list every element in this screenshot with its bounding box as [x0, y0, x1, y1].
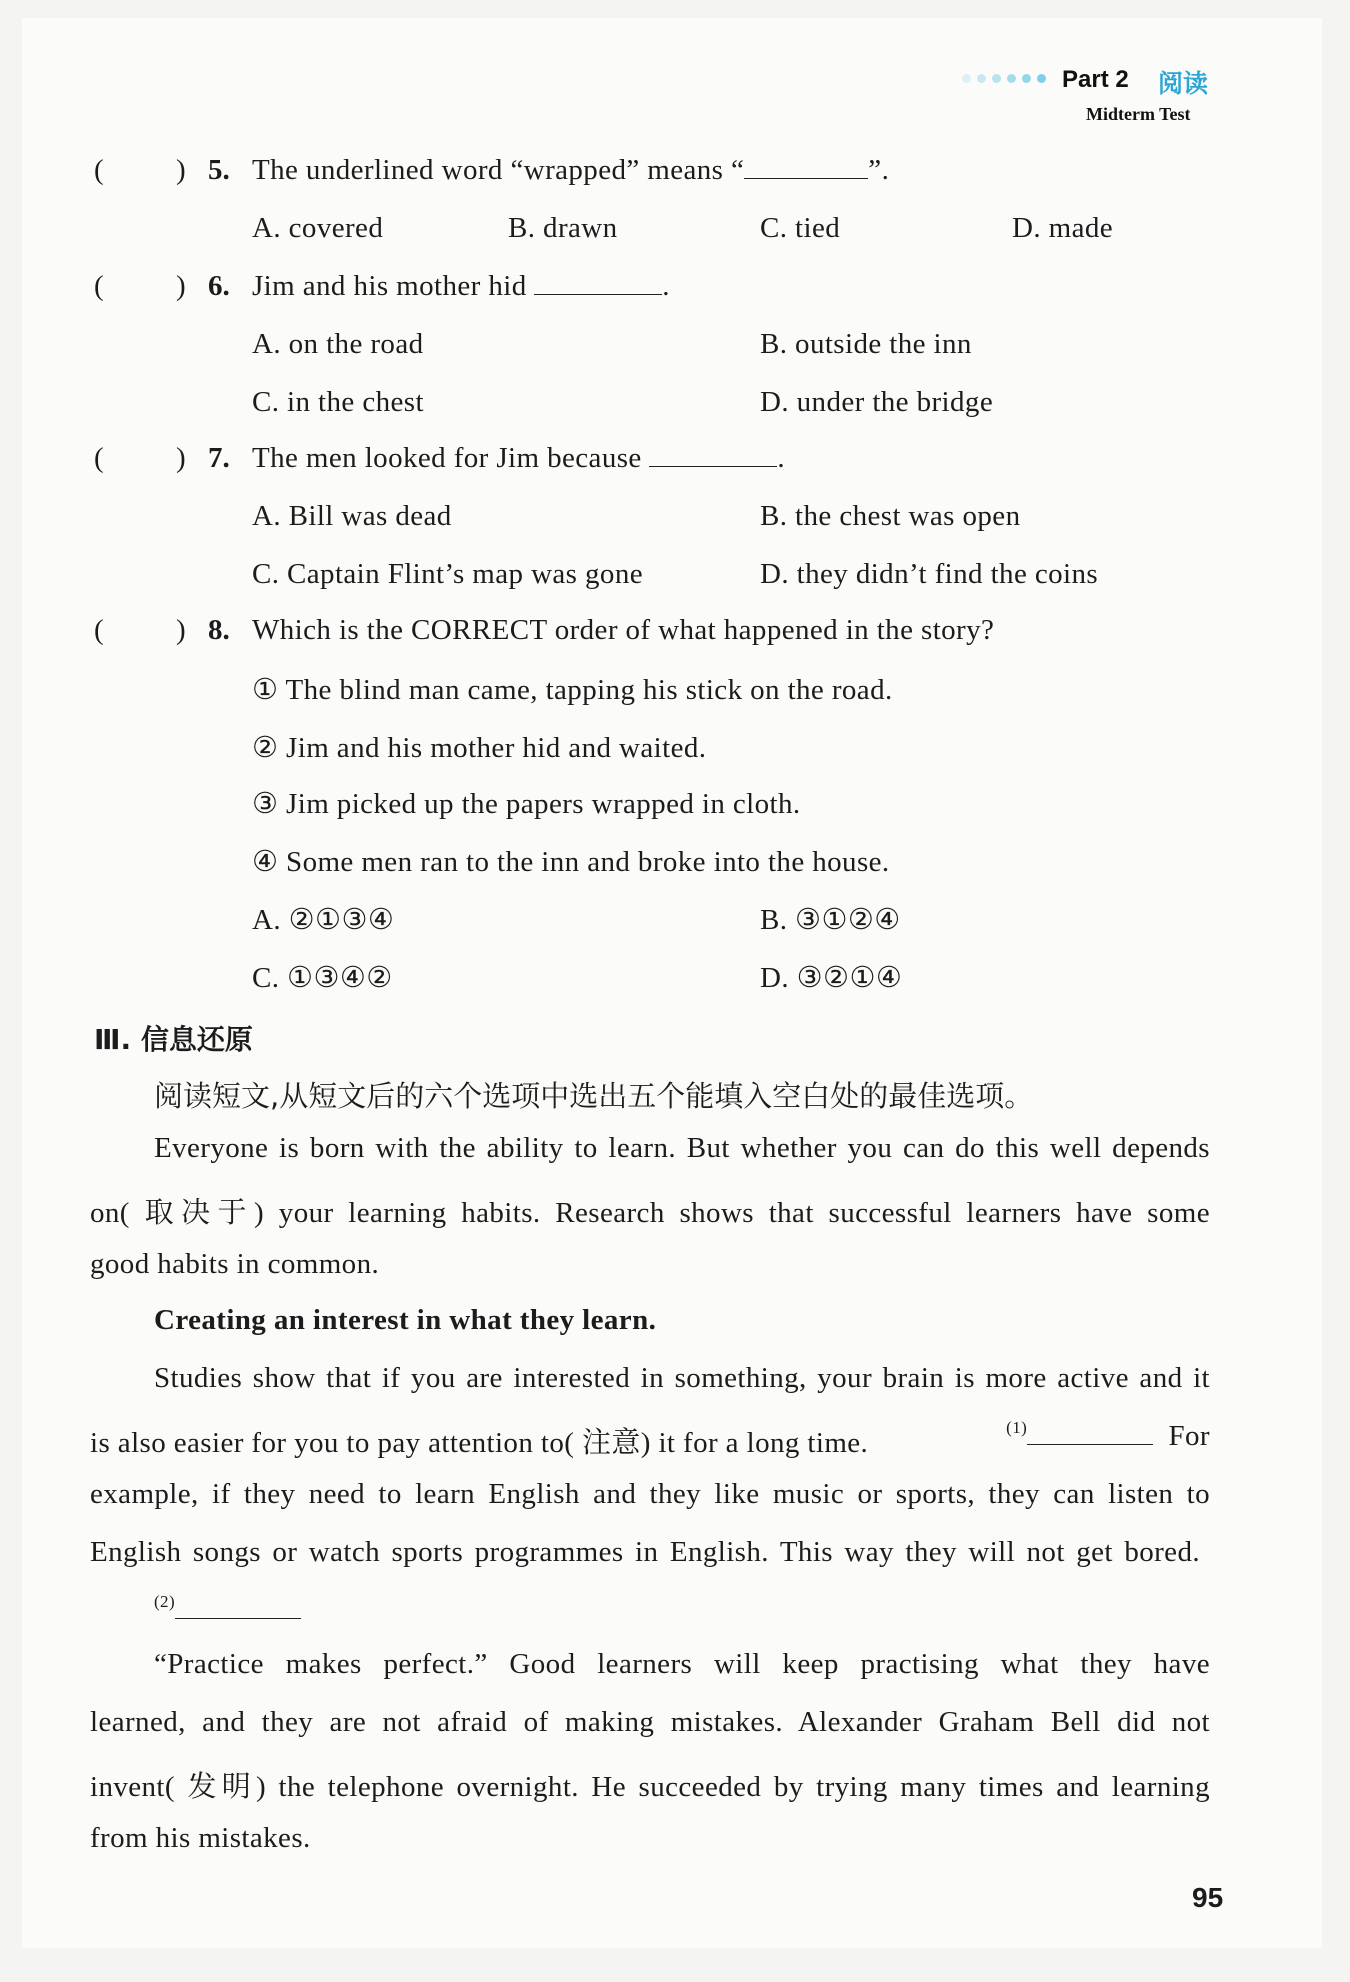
answer-blank	[744, 178, 868, 179]
header-section-cn: 阅读	[1158, 69, 1209, 98]
blank-number: (2)	[154, 1592, 176, 1611]
header-subtitle: Midterm Test	[1086, 104, 1191, 124]
stem-text: Jim and his mother hid	[252, 270, 527, 302]
answer-blank	[534, 294, 662, 295]
question-number: 6.	[208, 270, 230, 302]
page-number: 95	[1192, 1882, 1224, 1913]
event-item: ① The blind man came, tapping his stick on the road.	[252, 674, 893, 706]
option-a: A. covered	[252, 212, 384, 244]
paragraph-line: on( 取决于) your learning habits. Research shows that successful learners have some	[90, 1197, 1210, 1229]
question-number: 8.	[208, 614, 230, 646]
dot-icon	[1037, 74, 1046, 83]
answer-paren-open: (	[94, 614, 104, 646]
answer-blank-2	[175, 1618, 301, 1619]
line-text: For	[1168, 1420, 1210, 1452]
option-b: B. the chest was open	[760, 500, 1021, 532]
paragraph-line: from his mistakes.	[90, 1822, 311, 1854]
event-item: ④ Some men ran to the inn and broke into the house.	[252, 846, 890, 878]
paragraph-line-with-blank	[90, 1420, 1210, 1461]
option-a: A. ②①③④	[252, 904, 395, 936]
option-a: A. on the road	[252, 328, 424, 360]
answer-paren-close: )	[176, 270, 186, 302]
subheading: Creating an interest in what they learn.	[154, 1304, 657, 1336]
blank-number: (1)	[1006, 1418, 1028, 1437]
dot-icon	[962, 74, 971, 83]
dot-icon	[977, 74, 986, 83]
stem-text: .	[777, 442, 785, 474]
question-number: 5.	[208, 154, 230, 186]
event-item: ② Jim and his mother hid and waited.	[252, 732, 707, 764]
paragraph-line: good habits in common.	[90, 1248, 380, 1280]
section-title: Ⅲ. 信息还原	[94, 1023, 253, 1056]
answer-paren-close: )	[176, 614, 186, 646]
option-c: C. Captain Flint’s map was gone	[252, 558, 643, 590]
paragraph-line-with-blank	[154, 1594, 301, 1627]
question-stem	[252, 270, 670, 303]
option-b: B. drawn	[508, 212, 618, 244]
dot-icon	[992, 74, 1001, 83]
option-d: D. made	[1012, 212, 1114, 244]
answer-paren-open: (	[94, 442, 104, 474]
paragraph-line: learned, and they are not afraid of making mistakes. Alexander Graham Bell did not	[90, 1706, 1210, 1738]
question-stem	[252, 442, 785, 475]
stem-text: The underlined word “wrapped” means “	[252, 154, 745, 186]
paragraph-line: Everyone is born with the ability to learn. But whether you can do this well depends	[154, 1132, 1210, 1164]
question-number: 7.	[208, 442, 230, 474]
paragraph-line: English songs or watch sports programmes in English. This way they will not get bored.	[90, 1536, 1200, 1568]
answer-blank	[649, 466, 777, 467]
option-d: D. under the bridge	[760, 386, 994, 418]
answer-blank-1	[1027, 1444, 1153, 1445]
paragraph-line: invent( 发明) the telephone overnight. He succeeded by trying many times and learning	[90, 1771, 1210, 1803]
stem-text: ”.	[868, 154, 890, 186]
option-d: D. ③②①④	[760, 962, 903, 994]
dot-icon	[1022, 74, 1031, 83]
answer-paren-close: )	[176, 442, 186, 474]
header-dots	[962, 74, 1046, 83]
dot-icon	[1007, 74, 1016, 83]
question-stem: Which is the CORRECT order of what happened in the story?	[252, 614, 995, 646]
option-d: D. they didn’t find the coins	[760, 558, 1099, 590]
answer-paren-open: (	[94, 270, 104, 302]
header-part: Part 2	[1062, 66, 1129, 93]
answer-paren-open: (	[94, 154, 104, 186]
option-b: B. ③①②④	[760, 904, 901, 936]
option-b: B. outside the inn	[760, 328, 972, 360]
option-c: C. in the chest	[252, 386, 424, 418]
blank-group	[1006, 1420, 1210, 1461]
paragraph-line: “Practice makes perfect.” Good learners will keep practising what they have	[154, 1648, 1210, 1680]
paragraph-line: example, if they need to learn English and they like music or sports, they can listen to	[90, 1478, 1210, 1510]
stem-text: .	[662, 270, 670, 302]
event-item: ③ Jim picked up the papers wrapped in cloth.	[252, 788, 801, 820]
option-c: C. ①③④②	[252, 962, 393, 994]
question-stem	[252, 154, 889, 187]
stem-text: The men looked for Jim because	[252, 442, 642, 474]
option-a: A. Bill was dead	[252, 500, 452, 532]
section-instruction: 阅读短文,从短文后的六个选项中选出五个能填入空白处的最佳选项。	[154, 1079, 1034, 1113]
option-c: C. tied	[760, 212, 841, 244]
line-text: is also easier for you to pay attention to( 注意) it for a long time.	[90, 1427, 869, 1459]
answer-paren-close: )	[176, 154, 186, 186]
paragraph-line: Studies show that if you are interested in something, your brain is more active and it	[154, 1362, 1210, 1394]
